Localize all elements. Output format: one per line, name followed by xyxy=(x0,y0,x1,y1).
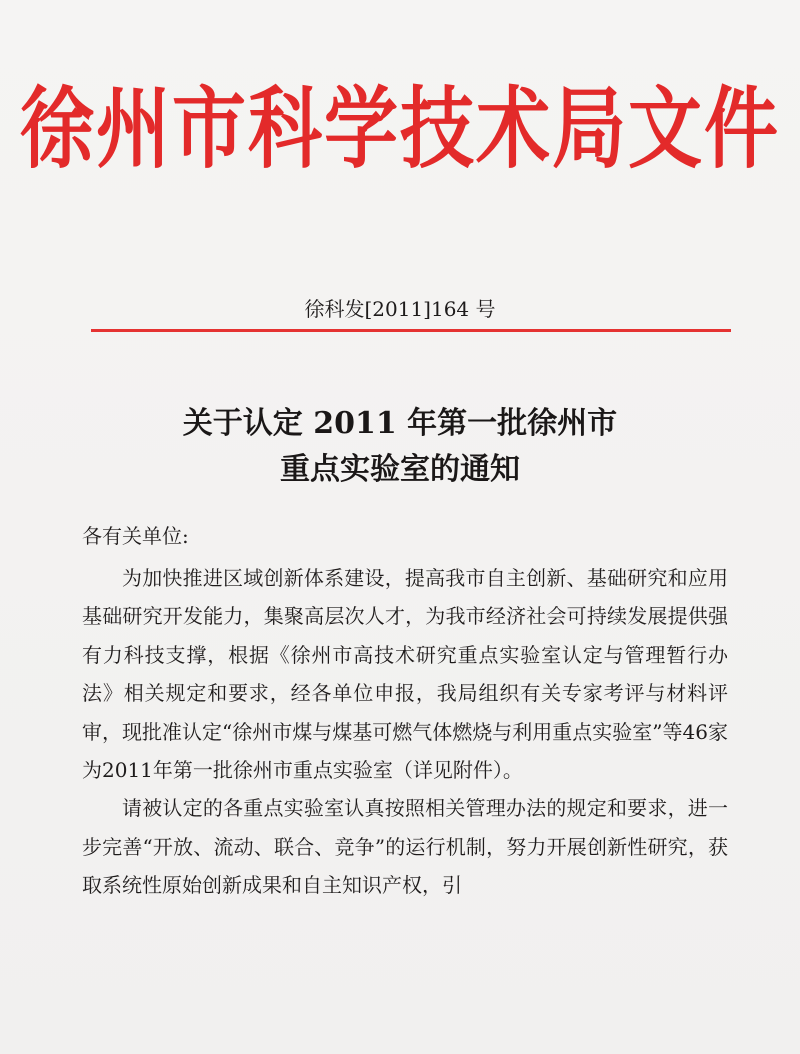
body-paragraph-1: 为加快推进区域创新体系建设，提高我市自主创新、基础研究和应用基础研究开发能力，集聚高层次人才，为我市经济社会可持续发展提供强有力科技支撑，根据《徐州市高技术研究重点实验室认定与管理暂行办法》相关规定和要求，经各单位申报，我局组织有关专家考评与材料评审，现批准认定“徐州市煤与煤基可燃气体燃烧与利用重点实验室”等46家为2011年第一批徐州市重点实验室（详见附件）。 xyxy=(82,566,728,783)
body-paragraph-2: 请被认定的各重点实验室认真按照相关管理办法的规定和要求，进一步完善“开放、流动、联合、竞争”的运行机制，努力开展创新性研究，获取系统性原始创新成果和自主知识产权，引 xyxy=(82,796,728,898)
masthead-title: 徐州市科学技术局文件 xyxy=(20,78,780,182)
salutation: 各有关单位: xyxy=(82,524,189,548)
notice-title-line-1: 关于认定 2011 年第一批徐州市 xyxy=(182,406,618,441)
red-divider xyxy=(91,329,731,332)
document-number: 徐科发[2011]164 号 xyxy=(304,297,496,321)
notice-title xyxy=(0,401,800,493)
notice-title-line-2: 重点实验室的通知 xyxy=(280,452,520,487)
notice-body xyxy=(82,559,728,905)
